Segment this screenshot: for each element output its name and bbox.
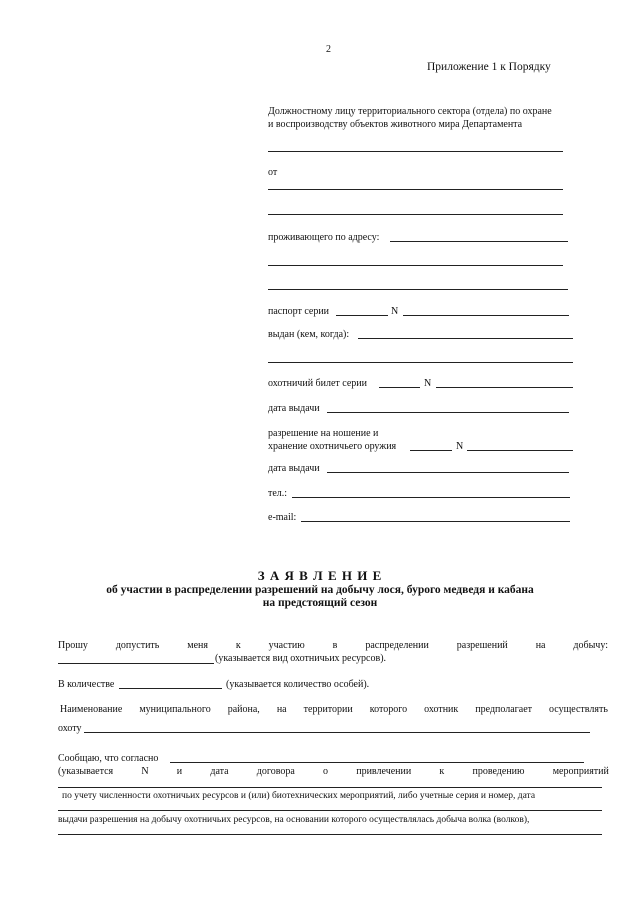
- addressee-department-field[interactable]: [268, 151, 563, 152]
- address-label: проживающего по адресу:: [268, 232, 380, 243]
- request-word: распределении: [365, 640, 429, 651]
- address-field-2[interactable]: [268, 265, 563, 266]
- district-word: охотник: [424, 704, 459, 715]
- hunting-ticket-number-sign: N: [424, 378, 432, 389]
- contract-word: привлечении: [356, 766, 412, 777]
- hunting-ticket-number-field[interactable]: [436, 387, 573, 388]
- request-word: Прошу: [58, 640, 88, 651]
- address-field-1[interactable]: [390, 241, 568, 242]
- contract-word: N: [141, 766, 149, 777]
- resource-type-hint: (указывается вид охотничьих ресурсов).: [215, 653, 387, 664]
- phone-label: тел.:: [268, 488, 288, 499]
- request-word: в: [332, 640, 338, 651]
- email-field[interactable]: [301, 521, 570, 522]
- applicant-name-field-2[interactable]: [268, 214, 563, 215]
- contract-hint-line-3: выдачи разрешения на добычу охотничьих ресурсов, на основании которого осуществлялась добыча волка (волков),: [58, 815, 530, 825]
- request-word: разрешений: [456, 640, 508, 651]
- district-word: которого: [369, 704, 408, 715]
- statement-heading: З А Я В Л Е Н И Е: [257, 568, 383, 583]
- hunting-label: охоту: [58, 723, 82, 734]
- weapon-permit-number-sign: N: [456, 441, 464, 452]
- request-word: на: [535, 640, 546, 651]
- weapon-permit-number-field[interactable]: [467, 450, 573, 451]
- contract-word: договора: [256, 766, 295, 777]
- email-label: e-mail:: [268, 512, 297, 523]
- hunting-ticket-series-field[interactable]: [379, 387, 420, 388]
- issued-by-field-2[interactable]: [268, 362, 573, 363]
- passport-series-label: паспорт серии: [268, 306, 330, 317]
- request-word: меня: [187, 640, 208, 651]
- statement-subtitle-1: об участии в распределении разрешений на добычу лося, бурого медведя и кабана: [106, 584, 534, 596]
- addressee-line-1: Должностному лицу территориального сектора (отдела) по охране: [268, 106, 552, 117]
- district-word: района,: [227, 704, 260, 715]
- contract-details-field-1[interactable]: [58, 787, 602, 788]
- passport-number-field[interactable]: [403, 315, 569, 316]
- issued-by-label: выдан (кем, когда):: [268, 329, 350, 340]
- phone-field[interactable]: [292, 497, 570, 498]
- applicant-name-field-1[interactable]: [268, 189, 563, 190]
- permit-issue-date-label: дата выдачи: [268, 463, 320, 474]
- district-word: Наименование: [60, 704, 123, 715]
- quantity-label: В количестве: [58, 679, 115, 690]
- request-word: к: [235, 640, 241, 651]
- contract-hint-line: [58, 766, 609, 778]
- addressee-line-2: и воспроизводству объектов животного мира Департамента: [268, 119, 523, 130]
- contract-word: проведению: [472, 766, 525, 777]
- district-word: на: [276, 704, 287, 715]
- passport-number-sign: N: [391, 306, 399, 317]
- resource-type-field[interactable]: [58, 663, 214, 664]
- passport-series-field[interactable]: [336, 315, 388, 316]
- district-field[interactable]: [84, 732, 590, 733]
- request-word: добычу:: [573, 640, 608, 651]
- from-label: от: [268, 167, 278, 178]
- quantity-field[interactable]: [119, 688, 222, 689]
- issued-by-field-1[interactable]: [358, 338, 573, 339]
- contract-word: и: [176, 766, 183, 777]
- appendix-caption: Приложение 1 к Порядку: [427, 61, 551, 73]
- district-word: территории: [303, 704, 353, 715]
- address-field-3[interactable]: [268, 289, 568, 290]
- contract-word: о: [323, 766, 329, 777]
- request-word: допустить: [115, 640, 160, 651]
- request-word: участию: [268, 640, 305, 651]
- contract-word: дата: [210, 766, 229, 777]
- contract-word: к: [439, 766, 445, 777]
- weapon-permit-label-1: разрешение на ношение и: [268, 428, 379, 439]
- contract-hint-line-2: по учету численности охотничьих ресурсов и (или) биотехнических мероприятий, либо учетные серия и номер, дата: [62, 791, 536, 801]
- quantity-hint: (указывается количество особей).: [226, 679, 370, 690]
- district-word: предполагает: [475, 704, 533, 715]
- contract-details-field-2[interactable]: [58, 810, 602, 811]
- permit-issue-date-field[interactable]: [327, 472, 569, 473]
- district-word: осуществлять: [549, 704, 608, 715]
- weapon-permit-label-2: хранение охотничьего оружия: [268, 441, 397, 452]
- page-number: 2: [326, 44, 331, 55]
- ticket-issue-date-label: дата выдачи: [268, 403, 320, 414]
- district-line: [60, 704, 608, 716]
- hunting-ticket-label: охотничий билет серии: [268, 378, 367, 389]
- contract-details-field-3[interactable]: [58, 834, 602, 835]
- contract-word: мероприятий: [552, 766, 609, 777]
- inform-label: Сообщаю, что согласно: [58, 753, 159, 764]
- district-word: муниципального: [139, 704, 211, 715]
- statement-subtitle-2: на предстоящий сезон: [262, 597, 378, 609]
- contract-field[interactable]: [170, 762, 584, 763]
- contract-word: (указывается: [58, 766, 114, 777]
- ticket-issue-date-field[interactable]: [327, 412, 569, 413]
- request-line: [58, 640, 608, 652]
- weapon-permit-series-field[interactable]: [410, 450, 452, 451]
